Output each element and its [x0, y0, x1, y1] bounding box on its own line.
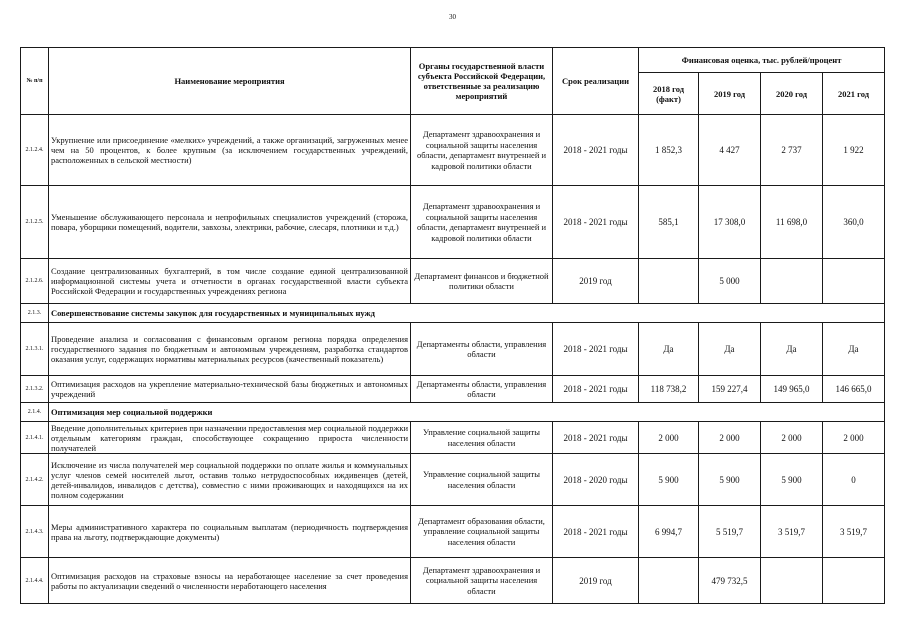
value-2020: 2 737 — [761, 115, 823, 186]
responsible-org: Департамент образования области, управление социальной защиты населения области — [411, 506, 553, 558]
measure-name: Оптимизация расходов на укрепление материально-технической базы бюджетных и автономных учреждений — [49, 376, 411, 403]
value-2021: 360,0 — [823, 186, 885, 259]
measure-name: Оптимизация расходов на страховые взносы на неработающее население за счет проведения работы по актуализации сведений о численности неработающего населения — [49, 558, 411, 604]
term-cell: 2018 - 2021 годы — [553, 323, 639, 376]
term-cell: 2019 год — [553, 558, 639, 604]
value-2020: 2 000 — [761, 422, 823, 454]
table-row — [21, 259, 885, 304]
value-2018: 585,1 — [639, 186, 699, 259]
measure-name: Уменьшение обслуживающего персонала и непрофильных специалистов учреждений (сторожа, повара, уборщики помещений, водители, завхозы, электрики, рабочие, слесаря, плотники и т.д.) — [49, 186, 411, 259]
value-2020: 3 519,7 — [761, 506, 823, 558]
responsible-org: Департамент здравоохранения и социальной защиты населения области — [411, 558, 553, 604]
value-2021 — [823, 558, 885, 604]
responsible-org: Департамент здравоохранения и социальной защиты населения области, департамент внутренней и кадровой политики области — [411, 115, 553, 186]
value-2018: 118 738,2 — [639, 376, 699, 403]
value-2021: 3 519,7 — [823, 506, 885, 558]
value-2020: 149 965,0 — [761, 376, 823, 403]
header-2020: 2020 год — [761, 73, 823, 115]
row-number: 2.1.4.1. — [21, 422, 49, 454]
measure-name: Введение дополнительных критериев при назначении предоставления мер социальной поддержки отдельным категориям граждан, способствующее сокращению прироста численности получателей — [49, 422, 411, 454]
value-2021 — [823, 259, 885, 304]
value-2018 — [639, 259, 699, 304]
responsible-org: Департаменты области, управления области — [411, 376, 553, 403]
term-cell: 2018 - 2021 годы — [553, 506, 639, 558]
value-2020: 11 698,0 — [761, 186, 823, 259]
value-2019: 5 900 — [699, 454, 761, 506]
table-row — [21, 186, 885, 259]
row-number: 2.1.3.2. — [21, 376, 49, 403]
table-row — [21, 323, 885, 376]
responsible-org: Департаменты области, управления области — [411, 323, 553, 376]
row-number: 2.1.2.5. — [21, 186, 49, 259]
table-row — [21, 454, 885, 506]
term-cell: 2018 - 2021 годы — [553, 422, 639, 454]
value-2020: Да — [761, 323, 823, 376]
value-2021: Да — [823, 323, 885, 376]
responsible-org: Департамент здравоохранения и социальной защиты населения области, департамент внутренней и кадровой политики области — [411, 186, 553, 259]
section-title: Оптимизация мер социальной поддержки — [49, 403, 885, 422]
value-2018 — [639, 558, 699, 604]
value-2019: 479 732,5 — [699, 558, 761, 604]
term-cell: 2019 год — [553, 259, 639, 304]
header-2018: 2018 год (факт) — [639, 73, 699, 115]
measure-name: Меры административного характера по социальным выплатам (периодичность подтверждения права на льготу, подтверждающие документы) — [49, 506, 411, 558]
row-number: 2.1.4.4. — [21, 558, 49, 604]
value-2018: Да — [639, 323, 699, 376]
header-number: № п/п — [21, 48, 49, 115]
header-2019: 2019 год — [699, 73, 761, 115]
value-2019: Да — [699, 323, 761, 376]
header-finance: Финансовая оценка, тыс. рублей/процент — [639, 48, 885, 73]
value-2019: 4 427 — [699, 115, 761, 186]
table-body — [21, 115, 885, 604]
term-cell: 2018 - 2021 годы — [553, 376, 639, 403]
value-2019: 2 000 — [699, 422, 761, 454]
measure-name: Создание централизованных бухгалтерий, в том числе создание единой централизованной информационной системы учета и отчетности в органах государственной власти субъекта Российской Федерации и государственных учреждениях региона — [49, 259, 411, 304]
row-number: 2.1.4.3. — [21, 506, 49, 558]
value-2018: 5 900 — [639, 454, 699, 506]
table-row — [21, 115, 885, 186]
responsible-org: Департамент финансов и бюджетной политики области — [411, 259, 553, 304]
header-name: Наименование мероприятия — [49, 48, 411, 115]
section-title: Совершенствование системы закупок для государственных и муниципальных нужд — [49, 304, 885, 323]
section-row — [21, 403, 885, 422]
row-number: 2.1.2.4. — [21, 115, 49, 186]
value-2018: 6 994,7 — [639, 506, 699, 558]
value-2019: 5 000 — [699, 259, 761, 304]
header-term: Срок реализации — [553, 48, 639, 115]
value-2018: 2 000 — [639, 422, 699, 454]
row-number: 2.1.2.6. — [21, 259, 49, 304]
row-number: 2.1.3.1. — [21, 323, 49, 376]
measure-name: Исключение из числа получателей мер социальной поддержки по оплате жилья и коммунальных услуг членов семей носителей льгот, оставив только нетрудоспособных иждивенцев (детей, детей-инвалидов, инвалидов с детства), совместно с ними проживающих и находящихся на их полном содержании — [49, 454, 411, 506]
value-2021: 2 000 — [823, 422, 885, 454]
header-org: Органы государственной власти субъекта Российской Федерации, ответственные за реализацию мероприятий — [411, 48, 553, 115]
table-row — [21, 422, 885, 454]
page-number: 30 — [449, 13, 456, 21]
measure-name: Укрупнение или присоединение «мелких» учреждений, а также организаций, загруженных менее чем на 50 процентов, к более крупным (за исключением государственных учреждений, расположенных в сельской местности) — [49, 115, 411, 186]
measures-table — [20, 47, 885, 604]
value-2020: 5 900 — [761, 454, 823, 506]
value-2020 — [761, 259, 823, 304]
responsible-org: Управление социальной защиты населения области — [411, 422, 553, 454]
term-cell: 2018 - 2021 годы — [553, 115, 639, 186]
value-2019: 17 308,0 — [699, 186, 761, 259]
header-2021: 2021 год — [823, 73, 885, 115]
term-cell: 2018 - 2020 годы — [553, 454, 639, 506]
value-2019: 5 519,7 — [699, 506, 761, 558]
table-row — [21, 506, 885, 558]
section-row — [21, 304, 885, 323]
table-row — [21, 376, 885, 403]
row-number: 2.1.4.2. — [21, 454, 49, 506]
measure-name: Проведение анализа и согласования с финансовым органом региона порядка определения государственного задания по бюджетным и автономным учреждениям, разработка стандартов оказания услуг, содержащих нормативы материальных ресурсов (качественный показатель) — [49, 323, 411, 376]
table-header — [21, 48, 885, 115]
section-number: 2.1.3. — [21, 304, 49, 323]
value-2019: 159 227,4 — [699, 376, 761, 403]
table-row — [21, 558, 885, 604]
term-cell: 2018 - 2021 годы — [553, 186, 639, 259]
responsible-org: Управление социальной защиты населения области — [411, 454, 553, 506]
value-2021: 0 — [823, 454, 885, 506]
value-2021: 1 922 — [823, 115, 885, 186]
section-number: 2.1.4. — [21, 403, 49, 422]
value-2021: 146 665,0 — [823, 376, 885, 403]
value-2018: 1 852,3 — [639, 115, 699, 186]
value-2020 — [761, 558, 823, 604]
